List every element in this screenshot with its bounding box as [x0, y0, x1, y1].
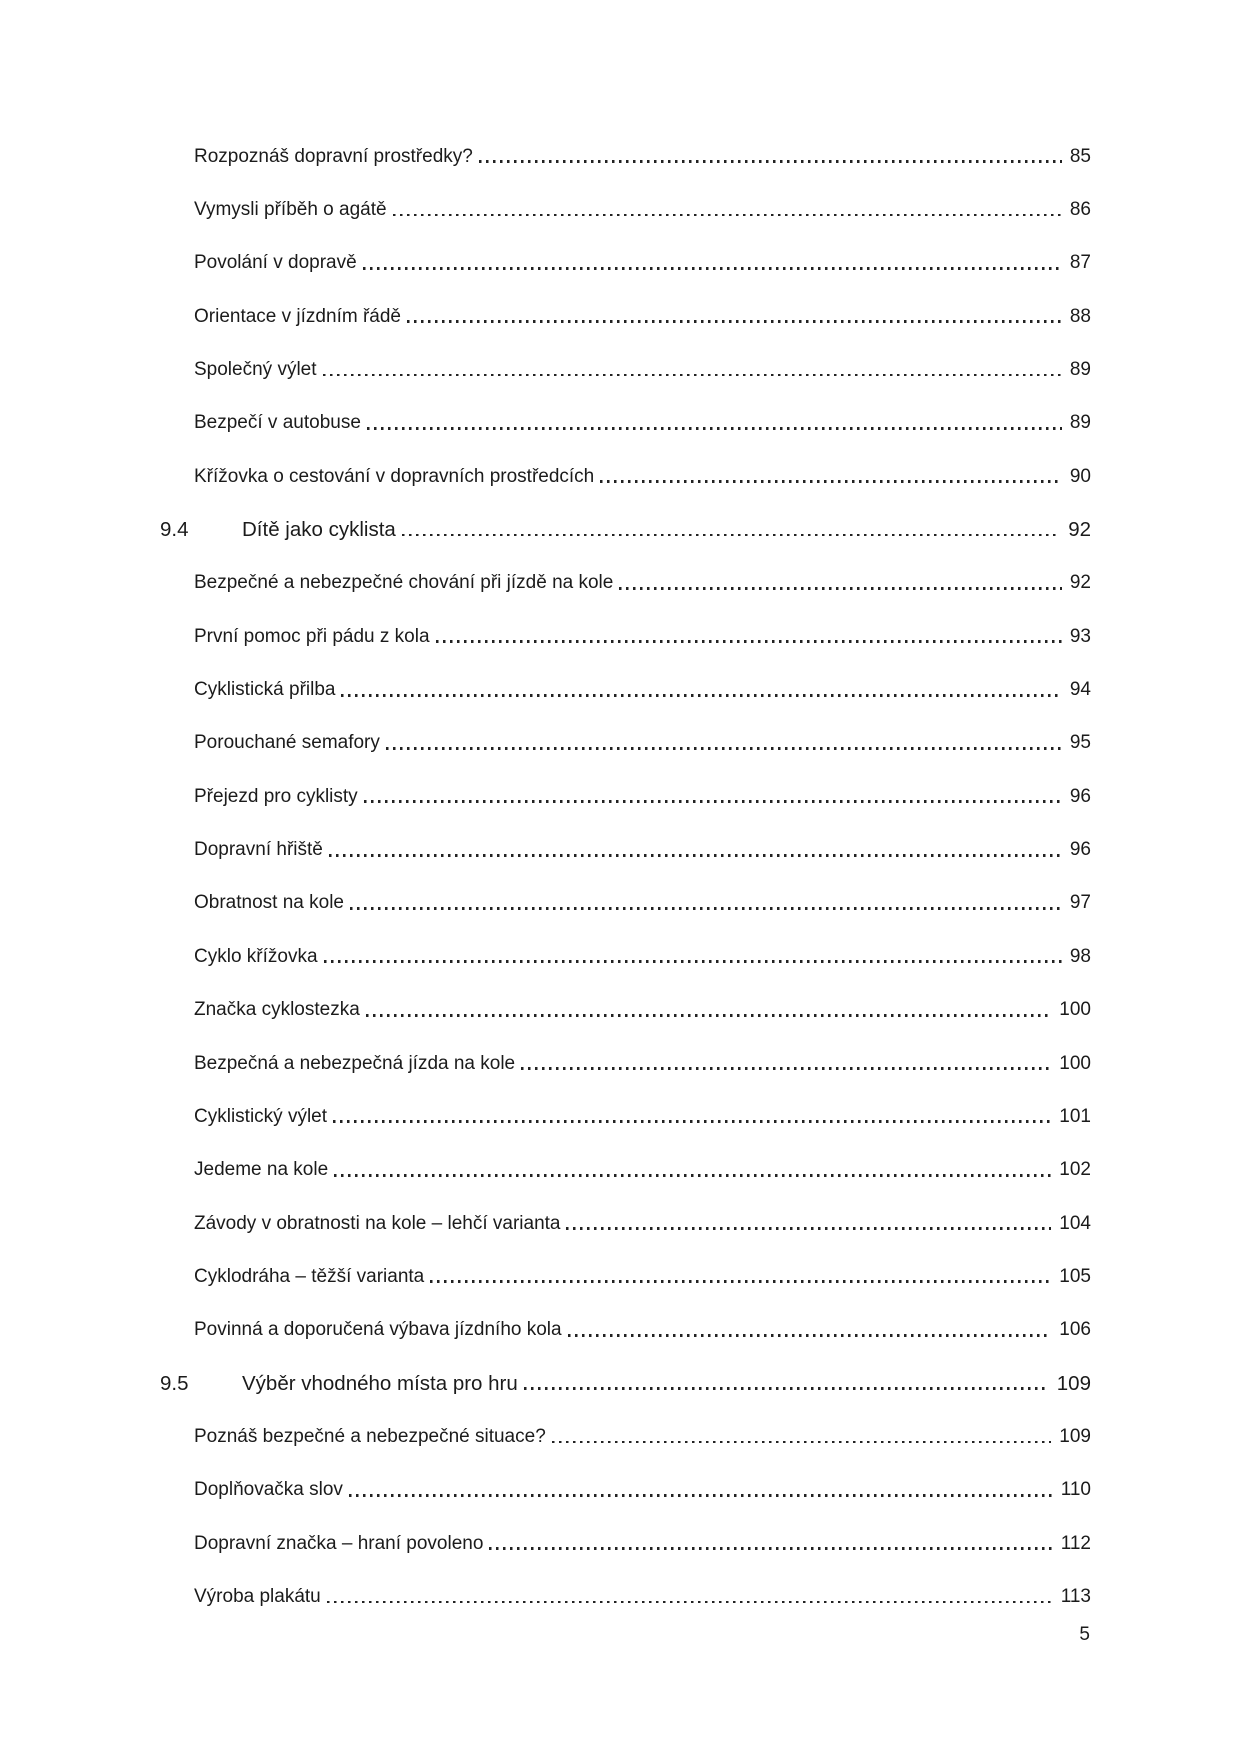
- toc-entry-label: Cyklo křížovka: [194, 945, 318, 967]
- dot-leader: [327, 1601, 1053, 1604]
- toc-entry-label: Bezpečné a nebezpečné chování při jízdě na kole: [194, 572, 614, 594]
- dot-leader: [364, 800, 1062, 803]
- toc-entry-label: Bezpečná a nebezpečná jízda na kole: [194, 1052, 516, 1074]
- dot-leader: [334, 1174, 1051, 1177]
- toc-entry[interactable]: [160, 237, 1091, 290]
- dot-leader: [367, 427, 1062, 430]
- toc-entry-page: 105: [1059, 1265, 1091, 1287]
- toc-entry-label: Výběr vhodného místa pro hru: [242, 1371, 518, 1395]
- dot-leader: [333, 1120, 1051, 1123]
- toc-section-number: 9.4: [160, 518, 189, 542]
- toc-entry-page: 96: [1069, 785, 1091, 807]
- dot-leader: [436, 640, 1062, 643]
- dot-leader: [402, 534, 1060, 537]
- toc-entry-label: Jedeme na kole: [194, 1159, 329, 1181]
- toc-entry[interactable]: [160, 770, 1091, 823]
- toc-entry[interactable]: [160, 557, 1091, 610]
- toc-entry-label: Poznáš bezpečné a nebezpečné situace?: [194, 1425, 546, 1447]
- toc-entry[interactable]: [160, 1090, 1091, 1143]
- toc-entry-page: 92: [1069, 572, 1091, 594]
- toc-entry-page: 88: [1069, 305, 1091, 327]
- dot-leader: [407, 320, 1062, 323]
- toc-entry-label: Společný výlet: [194, 359, 317, 381]
- dot-leader: [600, 480, 1062, 483]
- toc-entry[interactable]: [160, 290, 1091, 343]
- dot-leader: [479, 160, 1062, 163]
- toc-entry[interactable]: [160, 1197, 1091, 1250]
- dot-leader: [568, 1334, 1052, 1337]
- toc-entry-page: 93: [1069, 625, 1091, 647]
- toc-entry-page: 86: [1069, 199, 1091, 221]
- toc-entry-page: 96: [1069, 839, 1091, 861]
- toc-entry[interactable]: [160, 183, 1091, 236]
- toc-section-entry[interactable]: [160, 503, 1091, 556]
- toc-entry-label: Přejezd pro cyklisty: [194, 785, 358, 807]
- toc-section-number: 9.5: [160, 1371, 189, 1395]
- dot-leader: [350, 907, 1062, 910]
- toc-entry[interactable]: [160, 1464, 1091, 1517]
- toc-entry-page: 109: [1059, 1425, 1091, 1447]
- dot-leader: [619, 587, 1062, 590]
- toc-entry[interactable]: [160, 1250, 1091, 1303]
- toc-entry[interactable]: [160, 343, 1091, 396]
- dot-leader: [393, 214, 1062, 217]
- toc-entry-page: 101: [1059, 1105, 1091, 1127]
- toc-entry-page: 100: [1059, 999, 1091, 1021]
- toc-entry-label: Rozpoznáš dopravní prostředky?: [194, 145, 473, 167]
- dot-leader: [363, 267, 1062, 270]
- toc-entry[interactable]: [160, 1304, 1091, 1357]
- toc-entry-page: 92: [1068, 518, 1091, 542]
- toc-entry-label: Obratnost na kole: [194, 892, 344, 914]
- dot-leader: [341, 694, 1061, 697]
- toc-entry-page: 110: [1060, 1479, 1091, 1501]
- dot-leader: [349, 1494, 1053, 1497]
- toc-entry-label: Dítě jako cyklista: [242, 518, 396, 542]
- toc-entry[interactable]: [160, 1570, 1091, 1623]
- toc-entry-page: 89: [1069, 359, 1091, 381]
- toc-entry-page: 109: [1056, 1371, 1091, 1395]
- table-of-contents: [160, 130, 1091, 1624]
- toc-entry-label: Značka cyklostezka: [194, 999, 360, 1021]
- toc-entry-label: Doplňovačka slov: [194, 1479, 343, 1501]
- toc-entry-page: 94: [1069, 679, 1091, 701]
- toc-entry-label: První pomoc při pádu z kola: [194, 625, 430, 647]
- toc-entry-label: Orientace v jízdním řádě: [194, 305, 401, 327]
- toc-entry-page: 106: [1059, 1319, 1091, 1341]
- toc-entry-page: 102: [1059, 1159, 1091, 1181]
- dot-leader: [323, 374, 1062, 377]
- toc-entry-label: Výroba plakátu: [194, 1585, 321, 1607]
- toc-section-entry[interactable]: [160, 1357, 1091, 1410]
- toc-entry-page: 98: [1069, 945, 1091, 967]
- toc-entry[interactable]: [160, 1144, 1091, 1197]
- dot-leader: [524, 1387, 1049, 1390]
- toc-entry-page: 104: [1059, 1212, 1091, 1234]
- toc-entry-page: 87: [1069, 252, 1091, 274]
- toc-entry[interactable]: [160, 717, 1091, 770]
- dot-leader: [552, 1441, 1052, 1444]
- toc-entry-label: Dopravní hřiště: [194, 839, 323, 861]
- toc-entry-label: Cyklodráha – těžší varianta: [194, 1265, 425, 1287]
- toc-entry[interactable]: [160, 984, 1091, 1037]
- toc-entry-page: 85: [1069, 145, 1091, 167]
- toc-entry-label: Povolání v dopravě: [194, 252, 357, 274]
- toc-entry-page: 95: [1069, 732, 1091, 754]
- toc-entry-label: Porouchané semafory: [194, 732, 380, 754]
- toc-entry[interactable]: [160, 930, 1091, 983]
- toc-entry-label: Povinná a doporučená výbava jízdního kola: [194, 1319, 562, 1341]
- toc-entry-page: 89: [1069, 412, 1091, 434]
- toc-entry-label: Bezpečí v autobuse: [194, 412, 361, 434]
- toc-entry[interactable]: [160, 450, 1091, 503]
- dot-leader: [329, 854, 1062, 857]
- toc-entry-label: Vymysli příběh o agátě: [194, 199, 387, 221]
- dot-leader: [489, 1547, 1052, 1550]
- toc-entry[interactable]: [160, 1037, 1091, 1090]
- toc-entry-label: Křížovka o cestování v dopravních prostředcích: [194, 465, 595, 487]
- toc-entry[interactable]: [160, 663, 1091, 716]
- toc-entry-page: 113: [1060, 1585, 1091, 1607]
- toc-entry-page: 90: [1069, 465, 1091, 487]
- toc-entry[interactable]: [160, 1517, 1091, 1570]
- toc-entry-label: Cyklistický výlet: [194, 1105, 328, 1127]
- dot-leader: [386, 747, 1062, 750]
- page-number: 5: [1079, 1624, 1090, 1645]
- toc-entry[interactable]: [160, 397, 1091, 450]
- toc-entry-label: Dopravní značka – hraní povoleno: [194, 1532, 484, 1554]
- toc-entry[interactable]: [160, 823, 1091, 876]
- dot-leader: [566, 1227, 1051, 1230]
- toc-entry[interactable]: [160, 1410, 1091, 1463]
- toc-entry[interactable]: [160, 610, 1091, 663]
- dot-leader: [366, 1014, 1052, 1017]
- toc-entry-page: 100: [1059, 1052, 1091, 1074]
- toc-entry[interactable]: [160, 877, 1091, 930]
- toc-entry-label: Závody v obratnosti na kole – lehčí varianta: [194, 1212, 561, 1234]
- dot-leader: [430, 1280, 1051, 1283]
- toc-entry-label: Cyklistická přilba: [194, 679, 336, 701]
- dot-leader: [324, 960, 1062, 963]
- toc-entry[interactable]: [160, 130, 1091, 183]
- dot-leader: [521, 1067, 1051, 1070]
- toc-entry-page: 97: [1069, 892, 1091, 914]
- toc-entry-page: 112: [1060, 1532, 1091, 1554]
